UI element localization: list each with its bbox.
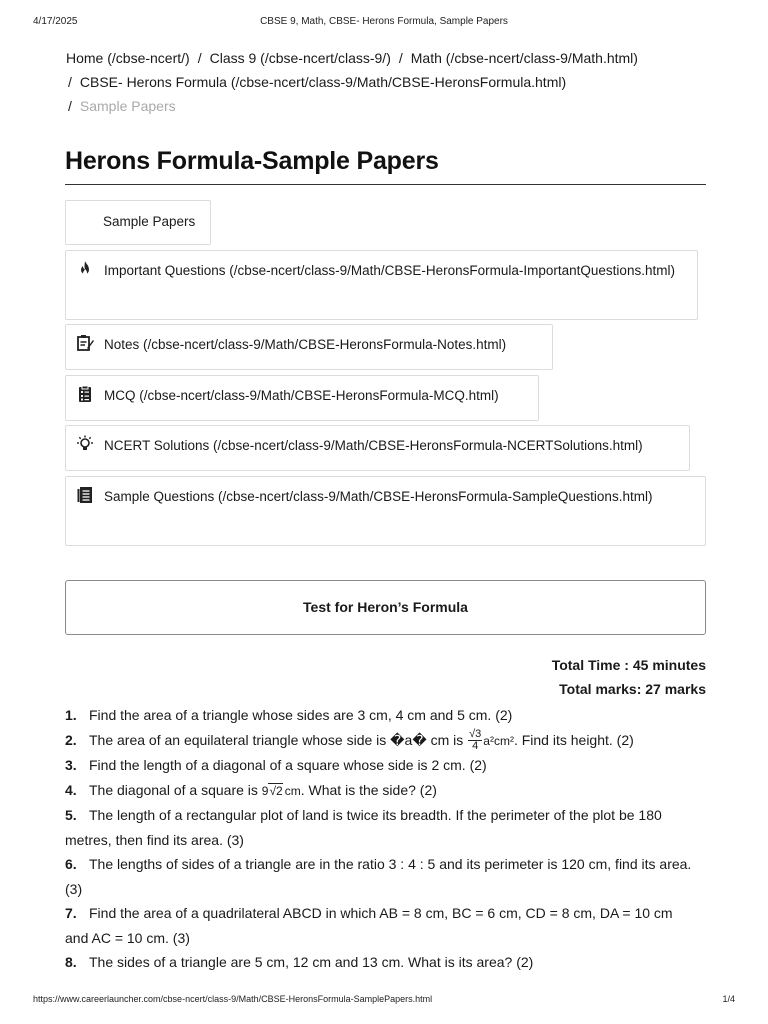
breadcrumb — [66, 46, 716, 118]
question-number: 3. — [65, 757, 77, 773]
math-fraction — [468, 729, 482, 752]
question-text: Find the area of a triangle whose sides are 3 cm, 4 cm and 5 cm. (2) — [89, 707, 513, 723]
question-text: . Find its height. (2) — [513, 731, 634, 748]
question-text: The area of an equilateral triangle whose side is �a� cm is — [89, 731, 468, 748]
breadcrumb-separator: / — [398, 50, 403, 66]
tab-sample-questions[interactable] — [65, 476, 706, 546]
question-6 — [65, 852, 693, 901]
question-3 — [65, 753, 693, 778]
question-text: Find the area of a quadrilateral ABCD in which AB = 8 cm, BC = 6 cm, CD = 8 cm, DA = 10 cm and AC = 10 cm. (3) — [65, 905, 673, 946]
document-icon — [76, 486, 94, 504]
math-unit: cm — [284, 783, 301, 798]
print-url: https://www.careerlauncher.com/cbse-ncert/class-9/Math/CBSE-HeronsFormula-SamplePapers.html — [33, 994, 433, 1004]
breadcrumb-separator: / — [68, 74, 72, 90]
question-number: 6. — [65, 856, 77, 872]
question-text: The sides of a triangle are 5 cm, 12 cm and 13 cm. What is its area? (2) — [89, 954, 534, 970]
question-1 — [65, 703, 693, 728]
checklist-icon — [76, 385, 94, 403]
notes-icon — [76, 334, 94, 352]
tab-important-questions[interactable] — [65, 250, 698, 320]
breadcrumb-home-link[interactable]: Home (/cbse-ncert/) — [66, 50, 190, 66]
fraction-denominator: 4 — [472, 740, 479, 753]
lightbulb-icon — [76, 435, 94, 453]
question-text: The diagonal of a square is — [89, 781, 262, 798]
math-coefficient: 9 — [261, 783, 269, 798]
tab-sample-papers[interactable] — [65, 200, 211, 245]
question-2 — [65, 728, 693, 754]
question-7 — [65, 901, 693, 950]
breadcrumb-class-link[interactable]: Class 9 (/cbse-ncert/class-9/) — [209, 50, 391, 66]
tab-ncert-solutions[interactable] — [65, 425, 690, 471]
math-root: √2 — [269, 783, 283, 798]
print-footer — [0, 994, 768, 1008]
print-header — [0, 16, 768, 30]
breadcrumb-current: Sample Papers — [79, 98, 176, 114]
tab-ncert-solutions-label: NCERT Solutions (/cbse-ncert/class-9/Math/CBSE-HeronsFormula-NCERTSolutions.html) — [104, 438, 643, 453]
question-number: 1. — [65, 707, 77, 723]
print-date: 4/17/2025 — [33, 16, 78, 27]
breadcrumb-chapter-link[interactable]: CBSE- Herons Formula (/cbse-ncert/class-9/Math/CBSE-HeronsFormula.html) — [79, 74, 567, 90]
test-title: Test for Heron’s Formula — [303, 599, 468, 615]
question-text: Find the length of a diagonal of a square whose side is 2 cm. (2) — [89, 757, 487, 773]
question-number: 5. — [65, 807, 77, 823]
question-number: 2. — [65, 731, 77, 748]
math-expression: a²cm² — [483, 733, 514, 748]
breadcrumb-separator: / — [197, 50, 202, 66]
total-marks: Total marks: 27 marks — [559, 681, 706, 697]
question-text: The lengths of sides of a triangle are in the ratio 3 : 4 : 5 and its perimeter is 120 cm, find its area. (3) — [65, 856, 692, 897]
tab-sample-questions-label: Sample Questions (/cbse-ncert/class-9/Math/CBSE-HeronsFormula-SampleQuestions.html) — [104, 489, 653, 504]
tab-sample-papers-label: Sample Papers — [103, 214, 196, 229]
fire-icon — [76, 260, 94, 278]
total-time: Total Time : 45 minutes — [551, 657, 706, 673]
page-title: Herons Formula-Sample Papers — [65, 147, 706, 185]
test-title-box — [65, 580, 706, 635]
question-number: 4. — [65, 781, 77, 798]
question-number: 7. — [65, 905, 77, 921]
question-list — [65, 703, 693, 975]
question-4 — [65, 778, 693, 804]
question-number: 8. — [65, 954, 77, 970]
question-8 — [65, 950, 693, 975]
fraction-numerator: √3 — [469, 728, 482, 741]
tab-notes-label: Notes (/cbse-ncert/class-9/Math/CBSE-HeronsFormula-Notes.html) — [104, 337, 507, 352]
question-text: . What is the side? (2) — [300, 781, 437, 798]
print-title: CBSE 9, Math, CBSE- Herons Formula, Sample Papers — [260, 16, 508, 27]
tab-mcq[interactable] — [65, 375, 539, 421]
question-5 — [65, 803, 693, 852]
tab-mcq-label: MCQ (/cbse-ncert/class-9/Math/CBSE-HeronsFormula-MCQ.html) — [104, 388, 499, 403]
print-page-number: 1/4 — [722, 994, 735, 1004]
breadcrumb-separator: / — [68, 98, 72, 114]
tab-important-questions-label: Important Questions (/cbse-ncert/class-9/Math/CBSE-HeronsFormula-ImportantQuestions.html) — [104, 263, 675, 278]
breadcrumb-subject-link[interactable]: Math (/cbse-ncert/class-9/Math.html) — [410, 50, 638, 66]
question-text: The length of a rectangular plot of land is twice its breadth. If the perimeter of the plot be 180 metres, then find its area. (3) — [65, 807, 662, 848]
tab-notes[interactable] — [65, 324, 553, 370]
